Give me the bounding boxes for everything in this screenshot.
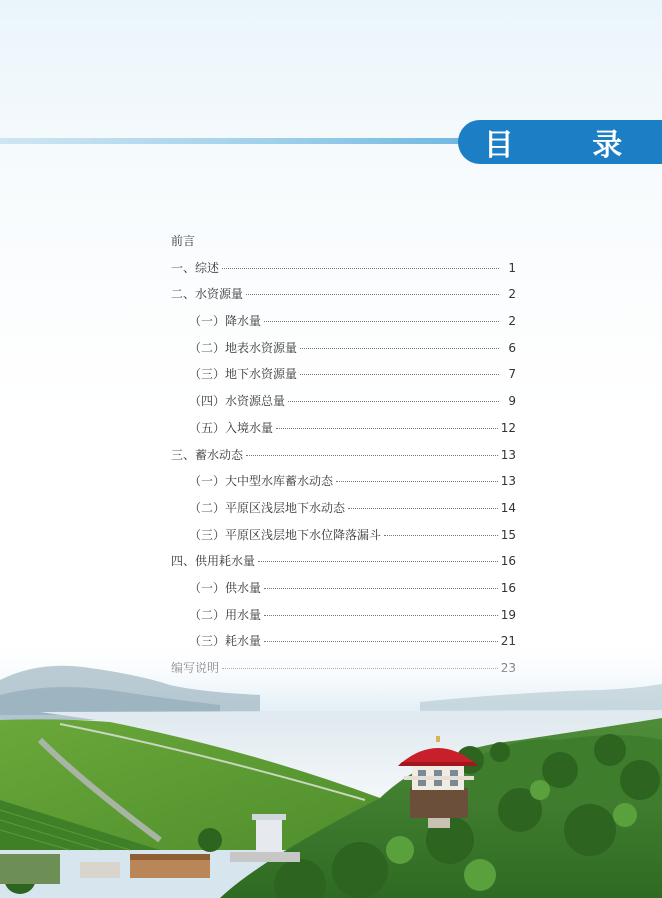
toc-entry-label: 四、供用耗水量 — [171, 554, 256, 569]
toc-entry-page: 16 — [500, 554, 516, 569]
toc-entry-page: 1 — [508, 260, 516, 275]
toc-entry-label: 二、水资源量 — [171, 287, 244, 302]
toc-leader-dots — [300, 348, 499, 349]
toc-leader-dots — [348, 508, 498, 509]
toc-leader-dots — [264, 321, 499, 322]
title-tab — [458, 120, 662, 164]
toc-entry[interactable] — [171, 232, 516, 259]
toc-entry-page: 6 — [508, 340, 516, 355]
toc-leader-dots — [276, 428, 498, 429]
toc-leader-dots — [246, 294, 499, 295]
toc-leader-dots — [246, 455, 498, 456]
table-of-contents — [171, 232, 516, 686]
toc-entry-page: 14 — [500, 500, 516, 515]
toc-entry-page: 19 — [500, 607, 516, 622]
toc-leader-dots — [384, 535, 498, 536]
toc-entry-page: 16 — [500, 580, 516, 595]
toc-entry-label: （一）供水量 — [189, 580, 262, 595]
toc-entry-label: （一）大中型水库蓄水动态 — [189, 474, 334, 489]
toc-leader-dots — [288, 401, 499, 402]
toc-entry[interactable] — [171, 339, 516, 366]
toc-entry-label: （三）地下水资源量 — [189, 367, 298, 382]
toc-entry[interactable] — [171, 392, 516, 419]
toc-entry-label: （五）入境水量 — [189, 420, 274, 435]
toc-entry-page: 15 — [500, 527, 516, 542]
toc-entry-page: 13 — [500, 474, 516, 489]
toc-entry[interactable] — [171, 419, 516, 446]
toc-entry-label: （二）地表水资源量 — [189, 340, 298, 355]
toc-entry-label: （二）用水量 — [189, 607, 262, 622]
toc-entry[interactable] — [171, 606, 516, 633]
toc-entry[interactable] — [171, 365, 516, 392]
toc-entry-label: （三）平原区浅层地下水位降落漏斗 — [189, 527, 382, 542]
toc-leader-dots — [300, 374, 499, 375]
toc-entry-label: （一）降水量 — [189, 314, 262, 329]
toc-entry[interactable] — [171, 259, 516, 286]
toc-entry[interactable] — [171, 499, 516, 526]
toc-leader-dots — [336, 481, 498, 482]
toc-entry-page: 12 — [500, 420, 516, 435]
reservoir-landscape-image — [0, 640, 662, 898]
page-title: 目 录 — [483, 128, 657, 163]
toc-entry-label: 一、综述 — [171, 260, 220, 275]
title-decor-line — [0, 138, 470, 144]
toc-entry-label: （二）平原区浅层地下水动态 — [189, 500, 346, 515]
toc-entry-label: 前言 — [171, 234, 196, 248]
toc-entry-label: （四）水资源总量 — [189, 394, 286, 409]
toc-entry[interactable] — [171, 312, 516, 339]
toc-leader-dots — [258, 561, 498, 562]
toc-entry-page: 2 — [508, 287, 516, 302]
toc-entry[interactable] — [171, 579, 516, 606]
toc-entry[interactable] — [171, 472, 516, 499]
toc-entry-page: 13 — [500, 447, 516, 462]
toc-entry-label: 三、蓄水动态 — [171, 447, 244, 462]
toc-entry-page: 2 — [508, 314, 516, 329]
toc-entry[interactable] — [171, 285, 516, 312]
toc-entry[interactable] — [171, 552, 516, 579]
toc-entry-page: 7 — [508, 367, 516, 382]
toc-leader-dots — [264, 588, 498, 589]
toc-entry[interactable] — [171, 446, 516, 473]
toc-entry-page: 9 — [508, 394, 516, 409]
toc-leader-dots — [222, 268, 499, 269]
toc-leader-dots — [264, 615, 498, 616]
toc-entry[interactable] — [171, 526, 516, 553]
